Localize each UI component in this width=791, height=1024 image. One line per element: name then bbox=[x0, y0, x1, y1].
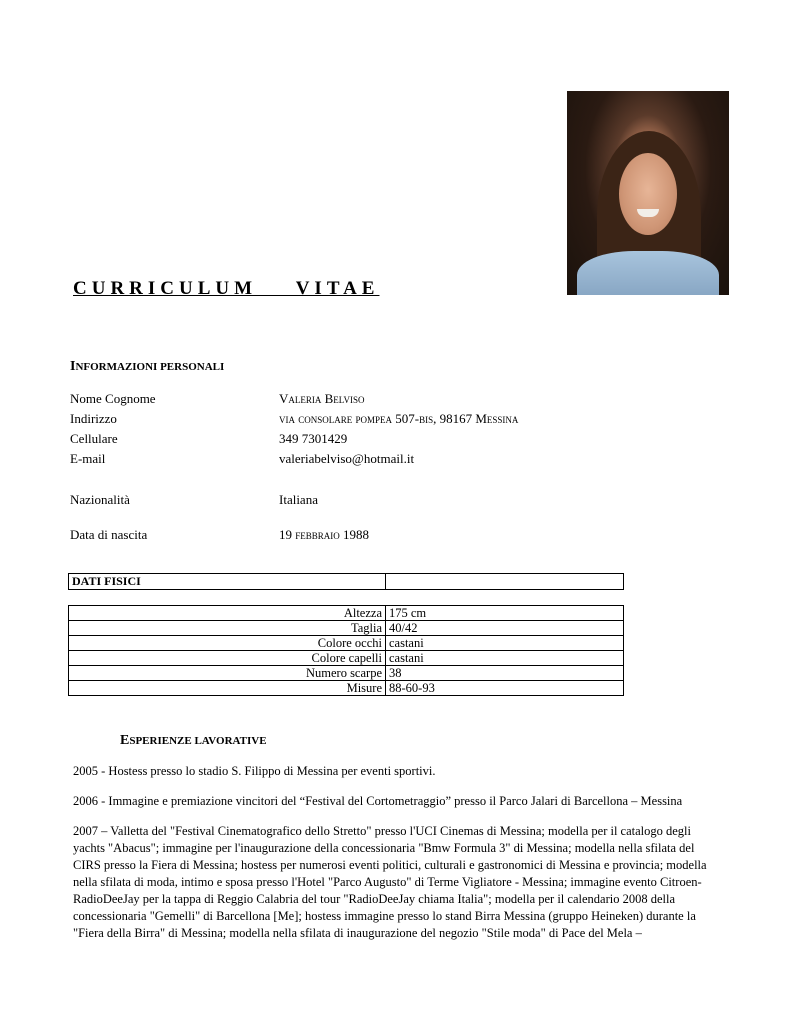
personal-info-heading-rest: NFORMAZIONI PERSONALI bbox=[75, 361, 225, 373]
value-nome-cognome: Valeria Belviso bbox=[279, 391, 365, 406]
label-nome-cognome: Nome Cognome bbox=[70, 391, 156, 406]
label-data-nascita: Data di nascita bbox=[70, 527, 148, 542]
phys-label: Numero scarpe bbox=[69, 666, 386, 681]
personal-info-heading bbox=[70, 359, 224, 375]
phys-value: castani bbox=[386, 651, 624, 666]
phys-label: Taglia bbox=[69, 621, 386, 636]
label-email: E-mail bbox=[70, 451, 106, 466]
label-cellulare: Cellulare bbox=[70, 431, 118, 446]
label-nazionalita: Nazionalità bbox=[70, 492, 130, 507]
phys-label: Colore occhi bbox=[69, 636, 386, 651]
dati-fisici-header-table bbox=[68, 573, 624, 590]
experience-heading-rest: SPERIENZE LAVORATIVE bbox=[129, 735, 267, 747]
table-row bbox=[69, 636, 624, 651]
personal-info-heading-cap: I bbox=[70, 359, 76, 374]
table-row bbox=[69, 621, 624, 636]
experience-item: 2006 - Immagine e premiazione vincitori del “Festival del Cortometraggio” presso il Parco Jalari di Barcellona – Messina bbox=[73, 794, 683, 808]
experience-heading bbox=[120, 733, 267, 749]
phys-value: 88-60-93 bbox=[386, 681, 624, 696]
photo-shirt bbox=[577, 251, 719, 295]
table-row bbox=[69, 606, 624, 621]
phys-value: 38 bbox=[386, 666, 624, 681]
dati-fisici-heading-empty-cell bbox=[386, 574, 624, 590]
experience-heading-cap: E bbox=[120, 733, 130, 748]
phys-value: 40/42 bbox=[386, 621, 624, 636]
profile-photo bbox=[567, 91, 729, 295]
value-data-nascita: 19 febbraio 1988 bbox=[279, 527, 370, 542]
photo-face bbox=[619, 153, 677, 235]
table-row bbox=[69, 681, 624, 696]
value-nazionalita: Italiana bbox=[279, 492, 318, 507]
table-row bbox=[69, 666, 624, 681]
phys-label: Altezza bbox=[69, 606, 386, 621]
page-title: CURRICULUM VITAE bbox=[73, 278, 380, 299]
dati-fisici-heading: DATI FISICI bbox=[69, 574, 386, 590]
value-indirizzo: via consolare pompea 507-bis, 98167 Messina bbox=[279, 411, 519, 426]
experience-item: 2005 - Hostess presso lo stadio S. Filippo di Messina per eventi sportivi. bbox=[73, 764, 436, 778]
label-indirizzo: Indirizzo bbox=[70, 411, 117, 426]
value-cellulare: 349 7301429 bbox=[279, 431, 348, 446]
table-row bbox=[69, 651, 624, 666]
phys-value: 175 cm bbox=[386, 606, 624, 621]
physical-data-table bbox=[68, 605, 624, 696]
phys-label: Misure bbox=[69, 681, 386, 696]
phys-label: Colore capelli bbox=[69, 651, 386, 666]
value-email: valeriabelviso@hotmail.it bbox=[279, 451, 415, 466]
phys-value: castani bbox=[386, 636, 624, 651]
experience-item: 2007 – Valletta del "Festival Cinematografico dello Stretto" presso l'UCI Cinemas di Messina; modella per il catalogo degli yachts "Abacus"; immagine per l'inaugurazione della concessionaria "Bmw Formula 3" di Messina; modella nella sfilata del CIRS presso la Fiera di Messina; hostess per numerosi eventi politici, culturali e gastronomici di Messina e provincia; modella nella sfilata di moda, intimo e sposa presso l'Hotel "Parco Augusto" di Terme Vigliatore - Messina; immagine evento Citroen-RadioDeeJay per la tappa di Reggio Calabria del tour "RadioDeeJay chiama Italia"; modella per il calendario 2008 della concessionaria "Gemelli" di Barcellona [Me]; hostess immagine presso lo stand Birra Messina (gruppo Heineken) durante la "Fiera della Birra" di Messina; modella nella sfilata di inaugurazione del negozio "Stile moda" di Pace del Mela – bbox=[73, 824, 707, 940]
